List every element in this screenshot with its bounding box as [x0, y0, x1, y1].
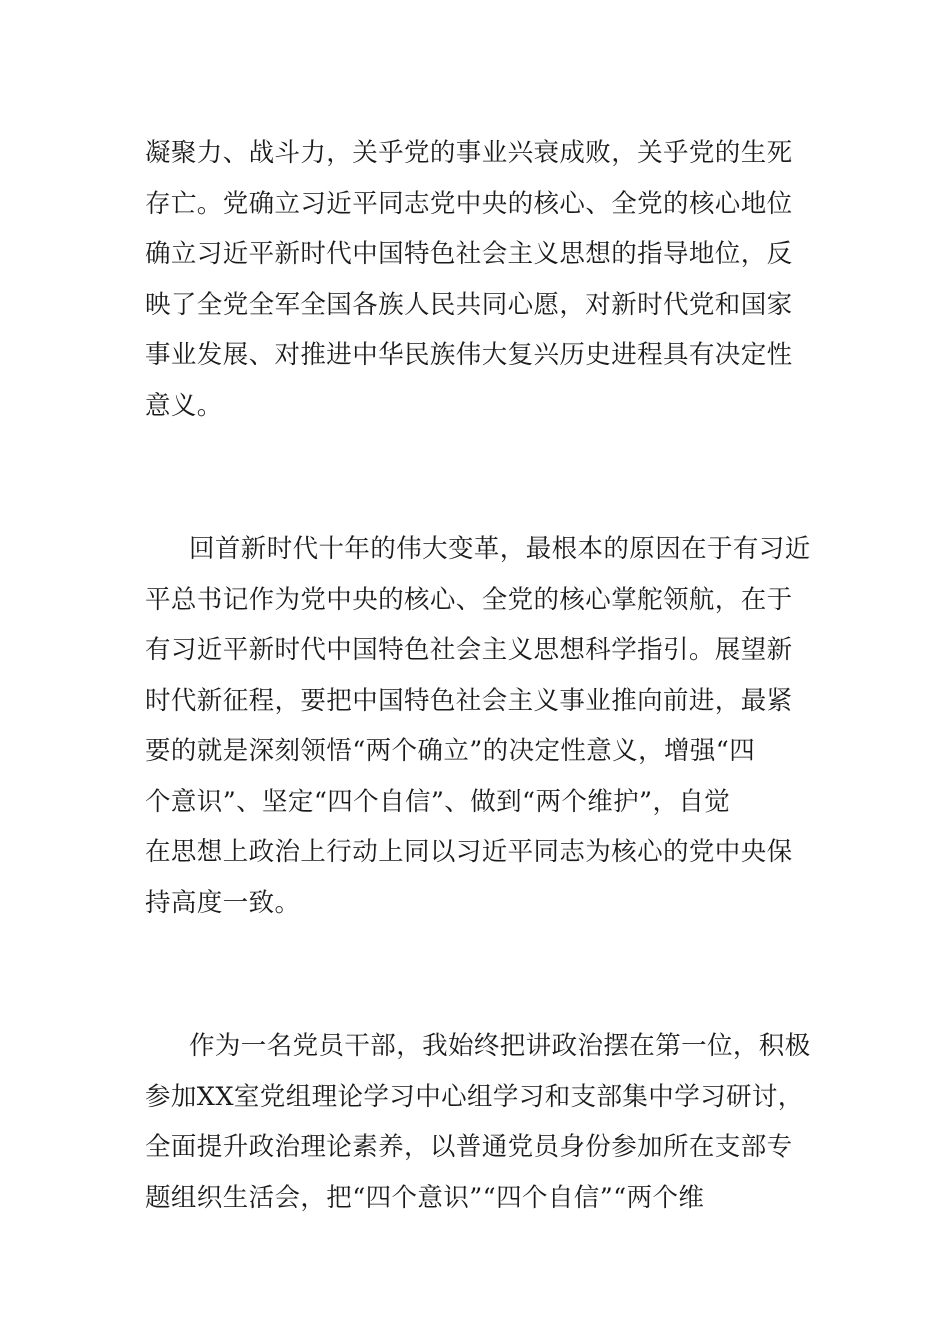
paragraph-line: 时代新征程，要把中国特色社会主义事业推向前进，最紧	[145, 685, 793, 716]
paragraph-line: 回首新时代十年的伟大变革，最根本的原因在于有习近	[189, 534, 811, 564]
paragraph-line: 个意识”、坚定“四个自信”、做到“两个维护”，自觉	[145, 786, 731, 817]
paragraph-line: 题组织生活会，把“四个意识”“四个自信”“两个维	[145, 1182, 705, 1213]
paragraph-line: 在思想上政治上行动上同以习近平同志为核心的党中央保	[145, 837, 793, 867]
paragraph-2	[145, 524, 815, 928]
paragraph-line: 要的就是深刻领悟“两个确立”的决定性意义，增强“四	[145, 736, 756, 766]
paragraph-line: 存亡。党确立习近平同志党中央的核心、全党的核心地位	[145, 188, 793, 219]
paragraph-line: 确立习近平新时代中国特色社会主义思想的指导地位，反	[145, 239, 793, 269]
paragraph-line: 意义。	[145, 390, 223, 421]
paragraph-line: 凝聚力、战斗力，关乎党的事业兴衰成败，关乎党的生死	[145, 138, 793, 168]
paragraph-line: 有习近平新时代中国特色社会主义思想科学指引。展望新	[145, 635, 793, 665]
paragraph-1	[145, 128, 815, 431]
paragraph-line: 事业发展、对推进中华民族伟大复兴历史进程具有决定性	[145, 340, 793, 370]
paragraph-line: 平总书记作为党中央的核心、全党的核心掌舵领航，在于	[145, 584, 793, 615]
paragraph-line: 作为一名党员干部，我始终把讲政治摆在第一位，积极	[189, 1031, 811, 1061]
paragraph-3	[145, 1021, 815, 1223]
paragraph-line: 参加XX室党组理论学习中心组学习和支部集中学习研讨，	[145, 1081, 804, 1112]
paragraph-line: 全面提升政治理论素养，以普通党员身份参加所在支部专	[145, 1132, 793, 1162]
paragraph-line: 映了全党全军全国各族人民共同心愿，对新时代党和国家	[145, 289, 793, 320]
paragraph-line: 持高度一致。	[145, 887, 301, 918]
